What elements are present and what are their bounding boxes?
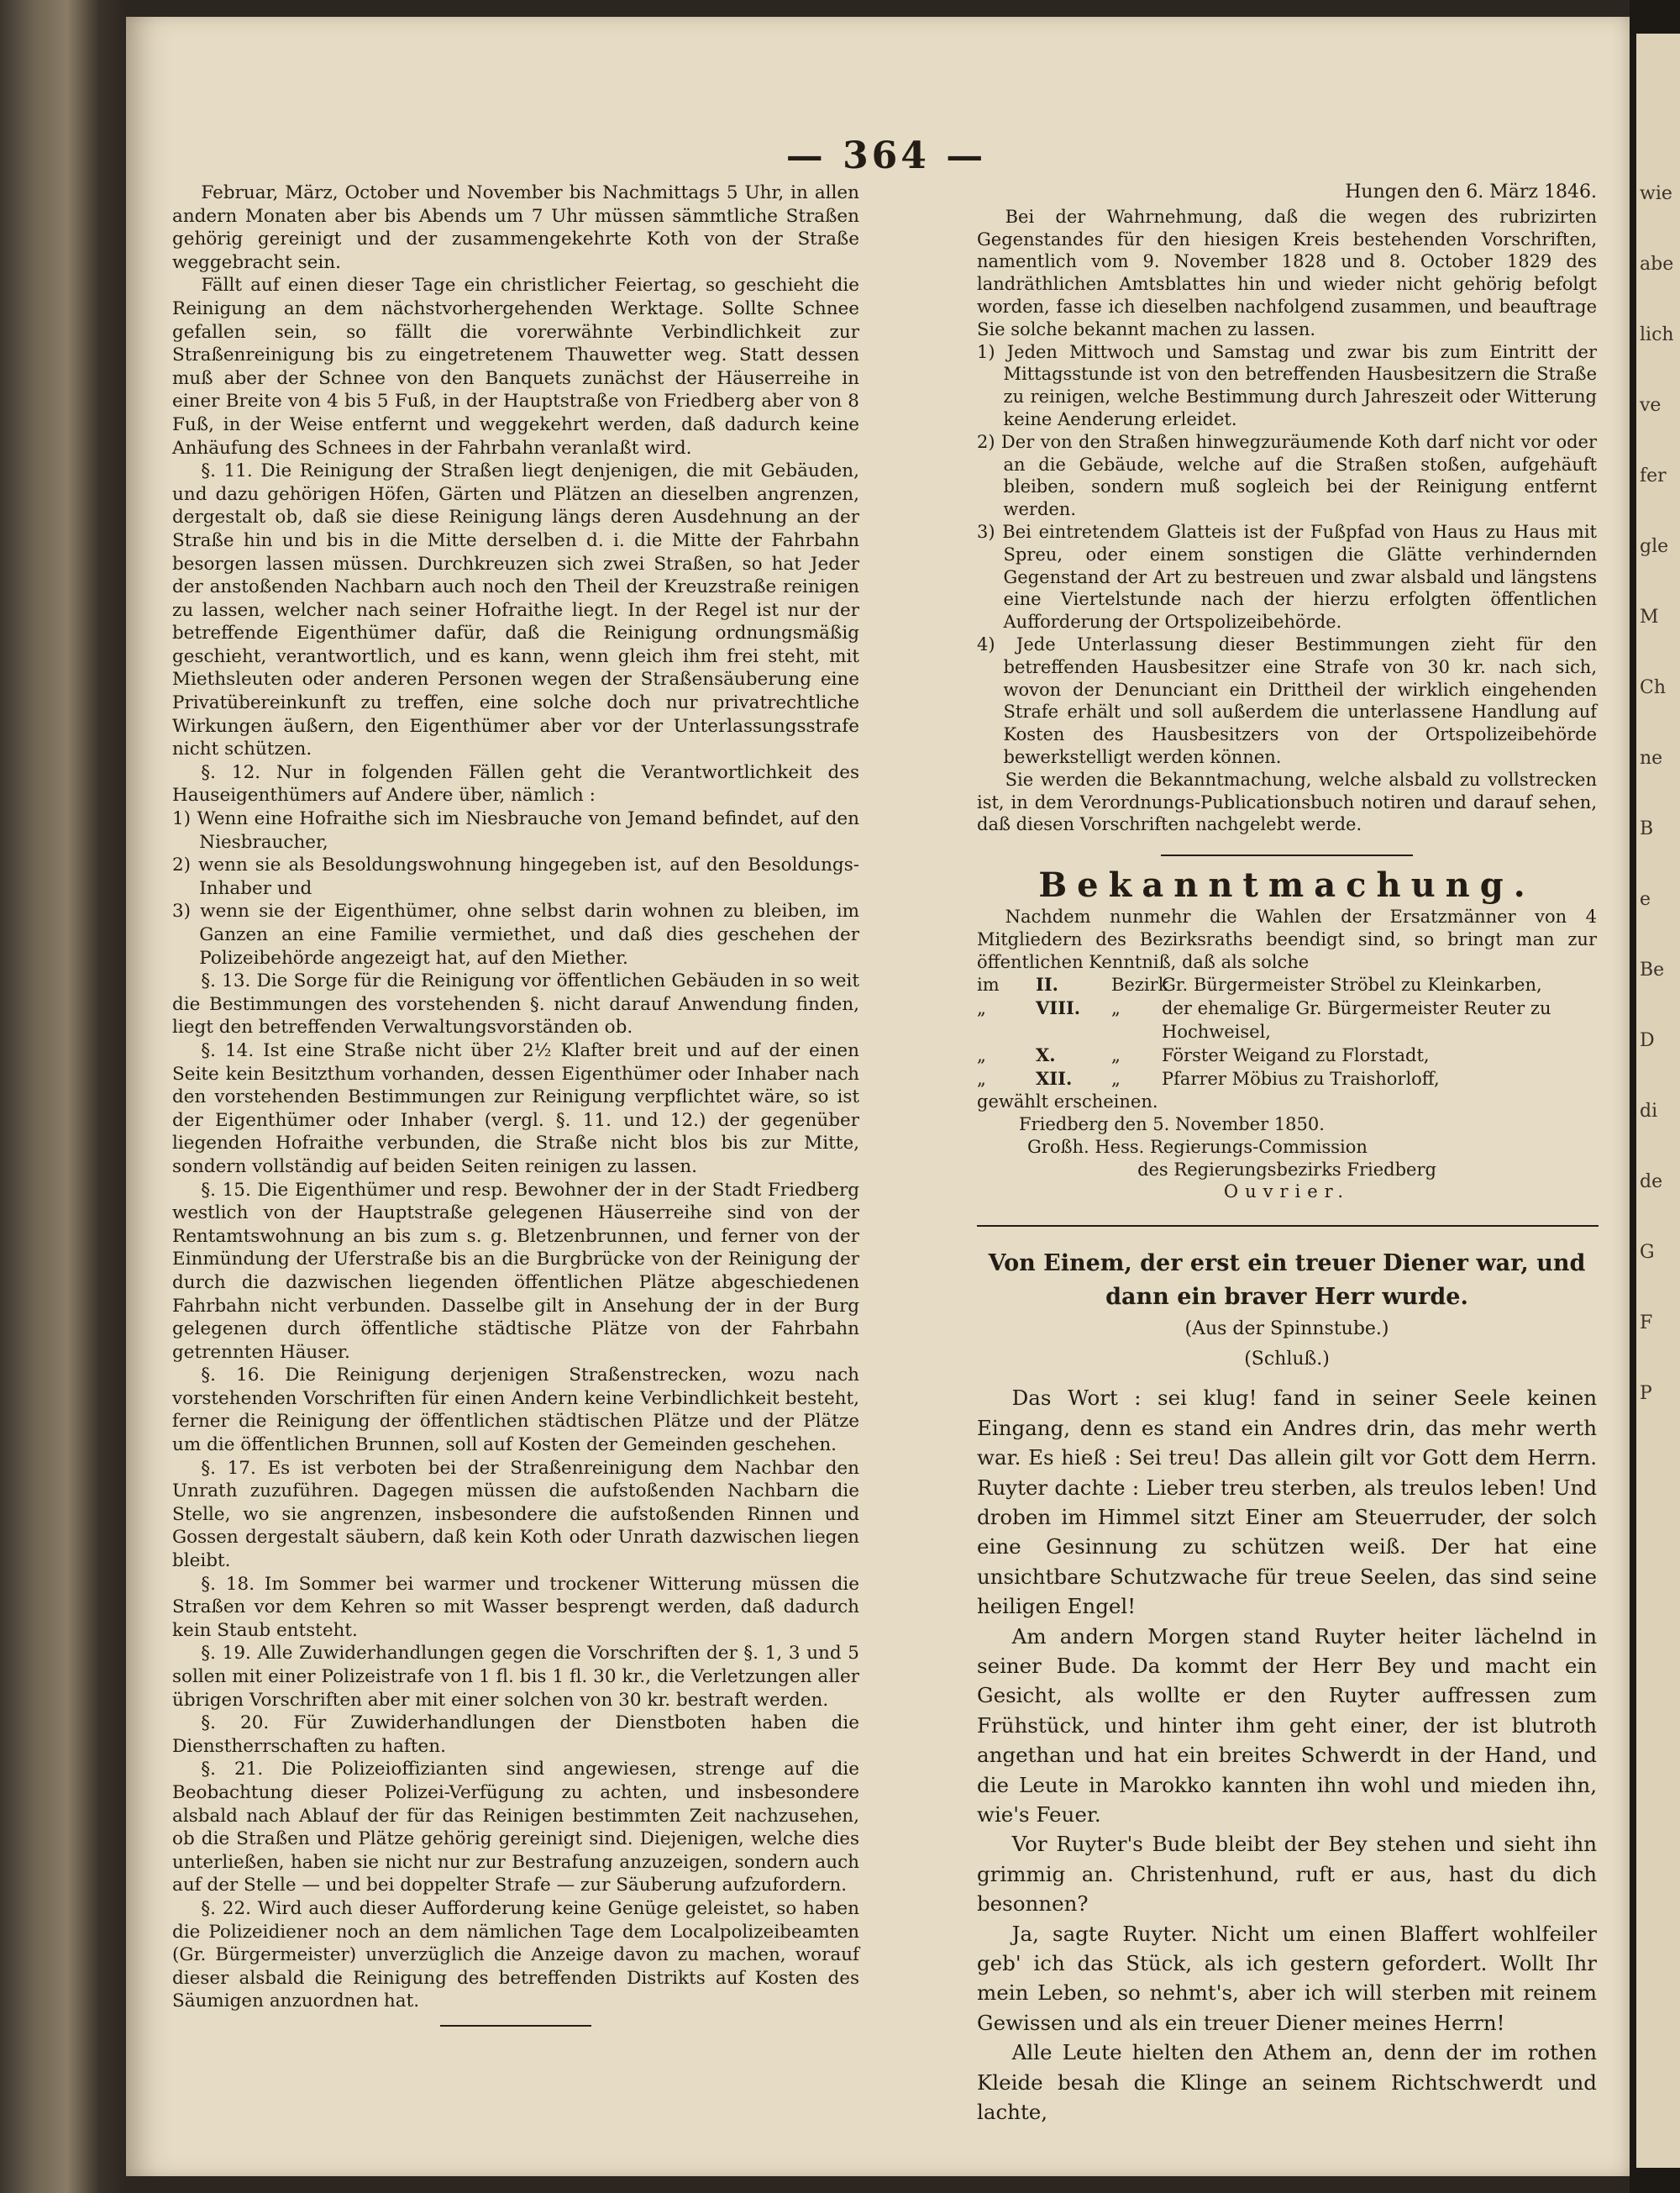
- paragraph: §. 21. Die Polizeioffizianten sind angewiesen, strenge auf die Beobachtung dieser Polizei-Verfügung zu achten, und insbesondere alsbald nach Ablauf der für das Reinigen bestimmten Zeit nachzusehen, ob die Straßen und Plätze gehörig gereinigt sind. Diejenigen, welche dies unterließen, haben sie nicht nur zur Bestrafung anzuzeigen, sondern auch auf der Stelle — und bei doppelter Strafe — zur Säuberung aufzufordern.: [172, 1759, 859, 1896]
- page-fragment: de: [1640, 1171, 1663, 1192]
- notice-authority: Großh. Hess. Regierungs-Commission: [1027, 1136, 1368, 1157]
- paragraph: §. 12. Nur in folgenden Fällen geht die Verantwortlichkeit des Hauseigenthümers auf Andere über, nämlich :: [172, 761, 859, 807]
- page-fragment: fer: [1640, 465, 1667, 486]
- paragraph: §. 15. Die Eigenthümer und resp. Bewohner der in der Stadt Friedberg westlich von der Hauptstraße gelegenen Häuserreihe sind von der Rentamtswohnung an bis zum s. g. Bletzenbrunnen, und ferner von der Einmündung der Uferstraße bis an die Burgbrücke von der Reinigung der durch die dazwischen liegenden öffentlichen Plätze abgeschiedenen Fahrbahn nicht verbunden. Dasselbe gilt in Ansehung der in der Burg gelegenen durch öffentliche städtische Plätze von der Fahrbahn getrennten Häuser.: [172, 1179, 859, 1363]
- paragraph: §. 20. Für Zuwiderhandlungen der Dienstboten haben die Dienstherrschaften zu haften.: [172, 1712, 859, 1757]
- notice-closing: gewählt erscheinen.: [977, 1091, 1158, 1112]
- district-number: XII.: [1036, 1068, 1073, 1090]
- paragraph: Sie werden die Bekanntmachung, welche alsbald zu vollstrecken ist, in dem Verordnungs-Publicationsbuch notiren und darauf sehen, daß diesen Vorschriften nachgelebt werde.: [977, 769, 1597, 835]
- paragraph: Februar, März, October und November bis Nachmittags 5 Uhr, in allen andern Monaten aber bis Abends um 7 Uhr müssen sämmtliche Straßen gehörig gereinigt und der zusammengekehrte Koth von der Straße weggebracht sein.: [172, 182, 859, 273]
- district-number: X.: [1036, 1044, 1056, 1066]
- row-prefix: [977, 1020, 1162, 1044]
- paragraph: Das Wort : sei klug! fand in seiner Seele keinen Eingang, denn es stand ein Andres drin, das mehr werth war. Es hieß : Sei treu! Das allein gilt vor Gott dem Herrn. Ruyter dachte : Lieber treu sterben, als treulos leben! Und droben im Himmel sitzt Einer am Steuerruder, der solch eine Gesinnung zu schützen weiß. Der hat eine unsichtbare Schutzwache für treue Seelen, das sind seine heiligen Engel!: [977, 1386, 1597, 1619]
- notice-row: [977, 1067, 1597, 1091]
- story-text: [977, 1383, 1597, 2127]
- list-item: 3) wenn sie der Eigenthümer, ohne selbst darin wohnen zu bleiben, im Ganzen an eine Familie vermiethet, und daß dies geschehen der Polizeibehörde angezeigt hat, auf den Miether.: [172, 901, 859, 969]
- member-name: Gr. Bürgermeister Ströbel zu Kleinkarben,: [1162, 975, 1542, 996]
- notice-row: [977, 1044, 1597, 1067]
- left-column: [172, 181, 859, 2027]
- notice-intro: Nachdem nunmehr die Wahlen der Ersatzmänner von 4 Mitgliedern des Bezirksraths beendigt sind, so bringt man zur öffentlichen Kenntniß, daß als solche: [977, 906, 1597, 972]
- notice-row: [977, 1020, 1597, 1044]
- page-fragment: Be: [1640, 960, 1665, 981]
- paragraph: §. 19. Alle Zuwiderhandlungen gegen die Vorschriften der §. 1, 3 und 5 sollen mit einer Polizeistrafe von 1 fl. bis 1 fl. 30 kr., die Verletzungen aller übrigen Vorschriften aber mit einer solchen von 30 kr. bestraft werden.: [172, 1643, 859, 1711]
- list-item: 1) Jeden Mittwoch und Samstag und zwar bis zum Eintritt der Mittagsstunde ist von den betreffenden Hausbesitzern die Straße zu reinigen, welche Bestimmung durch Jahreszeit oder Witterung keine Aenderung erleidet.: [977, 341, 1597, 429]
- row-label: „: [1111, 1069, 1121, 1090]
- page-content: [172, 134, 1600, 2125]
- member-name: der ehemalige Gr. Bürgermeister Reuter zu: [1162, 998, 1551, 1019]
- notice-place-date: Friedberg den 5. November 1850.: [1019, 1114, 1325, 1135]
- paragraph: Vor Ruyter's Bude bleibt der Bey stehen und sieht ihn grimmig an. Christenhund, ruft er aus, hast du dich besonnen?: [977, 1832, 1597, 1917]
- adjacent-page-edge: [1636, 34, 1680, 2168]
- page-fragment: ne: [1640, 748, 1663, 769]
- page-fragment: D: [1640, 1030, 1655, 1051]
- paragraph: Bei der Wahrnehmung, daß die wegen des rubrizirten Gegenstandes für den hiesigen Kreis bestehenden Vorschriften, namentlich vom 9. November 1828 und 8. October 1829 des landräthlichen Amtsblattes hin und wieder nicht gehörig befolgt worden, fasse ich dieselben nachfolgend zusammen, und beauftrage Sie solche bekannt machen zu lassen.: [977, 206, 1597, 339]
- notice-row: [977, 973, 1597, 997]
- ordinance-text: [977, 206, 1597, 836]
- page-fragment: abe: [1640, 254, 1674, 275]
- paragraph: Alle Leute hielten den Athem an, denn der im rothen Kleide besah die Klinge an seinem Richtschwerdt und lachte,: [977, 2040, 1597, 2125]
- paragraph: §. 11. Die Reinigung der Straßen liegt denjenigen, die mit Gebäuden, und dazu gehörigen Höfen, Gärten und Plätzen an dieselben angrenzen, dergestalt ob, daß sie diese Reinigung längs deren Ausdehnung an der Straße hin und bis in die Mitte derselben d. i. die Mitte der Fahrbahn besorgen lassen müssen. Durchkreuzen sich zwei Straßen, so hat Jeder der anstoßenden Nachbarn auch noch den Theil der Kreuzstraße reinigen zu lassen, welcher nach seiner Hofraithe liegt. In der Regel ist nur der betreffende Eigenthümer dafür, daß die Reinigung ordnungsmäßig geschieht, verantwortlich, und es kann, wenn gleich ihm frei steht, mit Miethsleuten oder anderen Personen wegen der Straßensäuberung eine Privatübereinkunft zu treffen, eine solche doch nur privatrechtliche Wirkungen äußern, den Eigenthümer aber vor der Unterlassungsstrafe nicht schützen.: [172, 460, 859, 760]
- row-prefix: „: [977, 1069, 986, 1090]
- list-item: 1) Wenn eine Hofraithe sich im Niesbrauche von Jemand befindet, auf den Niesbraucher,: [172, 808, 859, 853]
- notice-title: Bekanntmachung.: [1038, 865, 1536, 906]
- member-name: Hochweisel,: [1162, 1022, 1271, 1043]
- district-number: II.: [1036, 974, 1058, 996]
- page-number: — 364 —: [785, 134, 987, 177]
- page-fragment: lich: [1640, 324, 1674, 345]
- page-fragment: M: [1640, 607, 1659, 628]
- row-prefix: „: [977, 1045, 986, 1066]
- paragraph: §. 18. Im Sommer bei warmer und trockener Witterung müssen die Straßen vor dem Kehren so mit Wasser besprengt werden, daß dadurch kein Staub entsteht.: [172, 1573, 859, 1641]
- notice-authority-district: des Regierungsbezirks Friedberg: [1137, 1159, 1436, 1180]
- list-item: 2) Der von den Straßen hinwegzuräumende Koth darf nicht vor oder an die Gebäude, welche auf die Straßen stoßen, aufgehäuft bleiben, sondern muß sogleich bei der Reinigung entfernt werden.: [977, 431, 1597, 520]
- row-label: Bezirk: [1111, 975, 1169, 996]
- page-fragment: Ch: [1640, 677, 1667, 698]
- notice-signature: Ouvrier.: [1223, 1181, 1351, 1202]
- dateline: Hungen den 6. März 1846.: [1345, 181, 1597, 202]
- paragraph: §. 16. Die Reinigung derjenigen Straßenstrecken, wozu nach vorstehenden Vorschriften für einen Andern keine Verbindlichkeit besteht, ferner die Reinigung der öffentlichen städtischen Plätze und der Plätze um die öffentlichen Brunnen, soll auf Kosten der Gemeinden geschehen.: [172, 1365, 859, 1456]
- section-divider: [977, 1225, 1599, 1227]
- end-rule: [440, 2025, 591, 2027]
- page-fragment: P: [1640, 1383, 1652, 1404]
- row-prefix: im: [977, 975, 1000, 996]
- page-fragment: di: [1640, 1101, 1658, 1122]
- paragraph: §. 17. Es ist verboten bei der Straßenreinigung dem Nachbar den Unrath zuzuführen. Dagegen müssen die aufstoßenden Nachbarn die Stelle, wo sie angrenzen, insbesondere die aufstoßenden Rinnen und Gossen dergestalt säubern, daß kein Koth oder Unrath dazwischen liegen bleibt.: [172, 1457, 859, 1572]
- notice-list: [977, 973, 1597, 1091]
- paragraph: §. 13. Die Sorge für die Reinigung vor öffentlichen Gebäuden in so weit die Bestimmungen des vorstehenden §. nicht darauf Anwendung finden, liegt den betreffenden Verwaltungsvorständen ob.: [172, 970, 859, 1039]
- section-divider: [1161, 855, 1413, 856]
- page-fragment: wie: [1640, 183, 1672, 204]
- list-item: 4) Jede Unterlassung dieser Bestimmungen zieht für den betreffenden Hausbesitzer eine Strafe von 30 kr. nach sich, wovon der Denunciant ein Drittheil der wirklich eingehenden Strafe erhält und soll außerdem die unterlassene Handlung auf Kosten des Hausbesitzers von der Ortspolizeibehörde bewerkstelligt werden können.: [977, 634, 1597, 767]
- story-part: (Schluß.): [1244, 1349, 1330, 1370]
- row-label: „: [1111, 1045, 1121, 1066]
- member-name: Pfarrer Möbius zu Traishorloff,: [1162, 1069, 1440, 1090]
- page-fragment: gle: [1640, 536, 1669, 557]
- list-item: 2) wenn sie als Besoldungswohnung hingegeben ist, auf den Besoldungs-Inhaber und: [172, 855, 859, 899]
- story-source: (Aus der Spinnstube.): [1184, 1318, 1389, 1340]
- paragraph: Fällt auf einen dieser Tage ein christlicher Feiertag, so geschieht die Reinigung an dem nächstvorhergehenden Werktage. Sollte Schnee gefallen sein, so fällt die vorerwähnte Verbindlichkeit zur Straßenreinigung bis zu eingetretenem Thauwetter weg. Statt dessen muß aber der Schnee von den Banquets zunächst der Häuserreihe in einer Breite von 4 bis 5 Fuß, in der Hauptstraße von Friedberg aber von 8 Fuß, in der Weise entfernt und weggekehrt werden, daß dadurch keine Anhäufung des Schnees in der Fahrbahn veranlaßt wird.: [172, 275, 859, 459]
- page-fragment: e: [1640, 889, 1651, 910]
- paragraph: §. 14. Ist eine Straße nicht über 2½ Klafter breit und auf der einen Seite kein Besitzthum vorhanden, dessen Eigenthümer oder Inhaber nach den vorstehenden Bestimmungen zur Reinigung verpflichtet wäre, so ist der Eigenthümer oder Inhaber (vergl. §. 11. und 12.) der gegenüber liegenden Hofraithe verbunden, die Straße nicht blos bis zur Mitte, sondern vollständig auf beiden Seiten reinigen zu lassen.: [172, 1039, 859, 1177]
- member-name: Förster Weigand zu Florstadt,: [1162, 1045, 1430, 1066]
- story-title: Von Einem, der erst ein treuer Diener war, und dann ein braver Herr wurde.: [988, 1250, 1586, 1311]
- row-prefix: „: [977, 998, 986, 1019]
- page-fragment: G: [1640, 1242, 1655, 1263]
- list-item: 3) Bei eintretendem Glatteis ist der Fußpfad von Haus zu Haus mit Spreu, oder einem sonstigen die Glätte verhindernden Gegenstand der Art zu bestreuen und zwar alsbald und längstens eine Viertelstunde nach der hierzu erfolgten öffentlichen Aufforderung der Ortspolizeibehörde.: [977, 521, 1597, 633]
- paragraph: Ja, sagte Ruyter. Nicht um einen Blaffert wohlfeiler geb' ich das Stück, als ich gestern gefordert. Wollt Ihr mein Leben, so nehmt's, aber ich will sterben mit reinem Gewissen und als ein treuer Diener meines Herrn!: [977, 1921, 1597, 2035]
- row-label: „: [1111, 998, 1121, 1019]
- district-number: VIII.: [1036, 997, 1081, 1019]
- page-fragment: F: [1640, 1312, 1653, 1333]
- right-column: [977, 181, 1597, 2127]
- page-fragment: ve: [1640, 395, 1662, 416]
- notice-row: [977, 997, 1597, 1020]
- page-fragment: B: [1640, 818, 1654, 839]
- paragraph: Am andern Morgen stand Ruyter heiter lächelnd in seiner Bude. Da kommt der Herr Bey und macht ein Gesicht, als wollte er den Ruyter auffressen zum Frühstück, und hinter ihm geht einer, der ist blutroth angethan und hat ein breites Schwerdt in der Hand, und die Leute in Marokko kannten ihn wohl und mieden ihn, wie's Feuer.: [977, 1623, 1597, 1827]
- paragraph: §. 22. Wird auch dieser Aufforderung keine Genüge geleistet, so haben die Polizeidiener noch an dem nämlichen Tage dem Localpolizeibeamten (Gr. Bürgermeister) unverzüglich die Anzeige davon zu machen, worauf dieser alsbald die Reinigung des betreffenden Distrikts auf Kosten des Säumigen anzuordnen hat.: [172, 1897, 859, 2012]
